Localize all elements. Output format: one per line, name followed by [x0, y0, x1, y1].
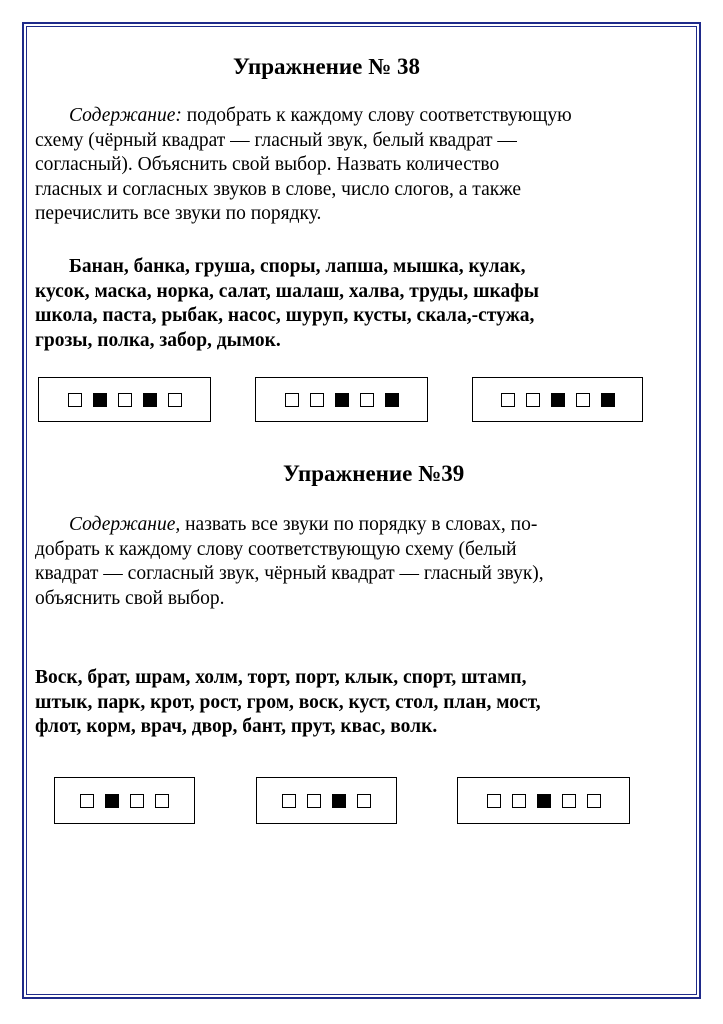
word-line: Воск, брат, шрам, холм, торт, порт, клык, спорт, штамп, — [35, 667, 527, 688]
consonant-square — [512, 794, 526, 808]
word-line: школа, паста, рыбак, насос, шуруп, кусты, скала,-стужа, — [35, 305, 535, 326]
ex39-scheme-2 — [256, 777, 397, 824]
ex38-scheme-3 — [472, 377, 643, 422]
consonant-square — [587, 794, 601, 808]
exercise-38-title: Упражнение № 38 — [233, 54, 420, 79]
description-line: перечислить все звуки по порядку. — [35, 203, 322, 224]
consonant-square — [310, 393, 324, 407]
consonant-square — [487, 794, 501, 808]
description-line: Содержание, назвать все звуки по порядку в словах, по- — [69, 514, 538, 535]
exercise-39-title: Упражнение №39 — [283, 461, 465, 486]
consonant-square — [80, 794, 94, 808]
description-line: согласный). Объяснить свой выбор. Назвать количество — [35, 154, 500, 175]
consonant-square — [562, 794, 576, 808]
word-line: грозы, полка, забор, дымок. — [35, 329, 281, 351]
ex39-scheme-1 — [54, 777, 195, 824]
vowel-square — [537, 794, 551, 808]
description-line: гласных и согласных звуков в слове, число слогов, а также — [35, 178, 522, 200]
description-line: квадрат — согласный звук, чёрный квадрат — гласный звук), — [35, 563, 544, 584]
ex39-scheme-3 — [457, 777, 630, 824]
content-label: Содержание: — [69, 105, 182, 126]
exercise-39-description — [35, 513, 700, 611]
consonant-square — [576, 393, 590, 407]
ex38-scheme-2 — [255, 377, 428, 422]
word-line: флот, корм, врач, двор, бант, прут, квас, волк. — [35, 716, 438, 737]
consonant-square — [168, 393, 182, 407]
word-line: кусок, маска, норка, салат, шалаш, халва, труды, шкафы — [35, 280, 539, 302]
description-line: схему (чёрный квадрат — гласный звук, белый квадрат — — [35, 129, 517, 151]
consonant-square — [155, 794, 169, 808]
exercise-39-word-list — [35, 666, 700, 740]
vowel-square — [385, 393, 399, 407]
consonant-square — [360, 393, 374, 407]
vowel-square — [335, 393, 349, 407]
consonant-square — [282, 794, 296, 808]
description-line: Содержание: подобрать к каждому слову соответствующую — [69, 105, 572, 126]
exercise-38-description — [35, 104, 700, 227]
consonant-square — [130, 794, 144, 808]
vowel-square — [105, 794, 119, 808]
content-label: Содержание, — [69, 514, 181, 535]
ex38-scheme-1 — [38, 377, 211, 422]
description-line: объяснить свой выбор. — [35, 587, 225, 609]
vowel-square — [551, 393, 565, 407]
exercise-38-word-list — [35, 255, 700, 353]
consonant-square — [118, 393, 132, 407]
description-line: добрать к каждому слову соответствующую схему (белый — [35, 538, 517, 560]
word-line: штык, парк, крот, рост, гром, воск, куст, стол, план, мост, — [35, 691, 541, 713]
consonant-square — [501, 393, 515, 407]
consonant-square — [526, 393, 540, 407]
vowel-square — [332, 794, 346, 808]
consonant-square — [285, 393, 299, 407]
consonant-square — [357, 794, 371, 808]
vowel-square — [93, 393, 107, 407]
consonant-square — [307, 794, 321, 808]
vowel-square — [601, 393, 615, 407]
consonant-square — [68, 393, 82, 407]
word-line: Банан, банка, груша, споры, лапша, мышка, кулак, — [69, 256, 526, 277]
vowel-square — [143, 393, 157, 407]
